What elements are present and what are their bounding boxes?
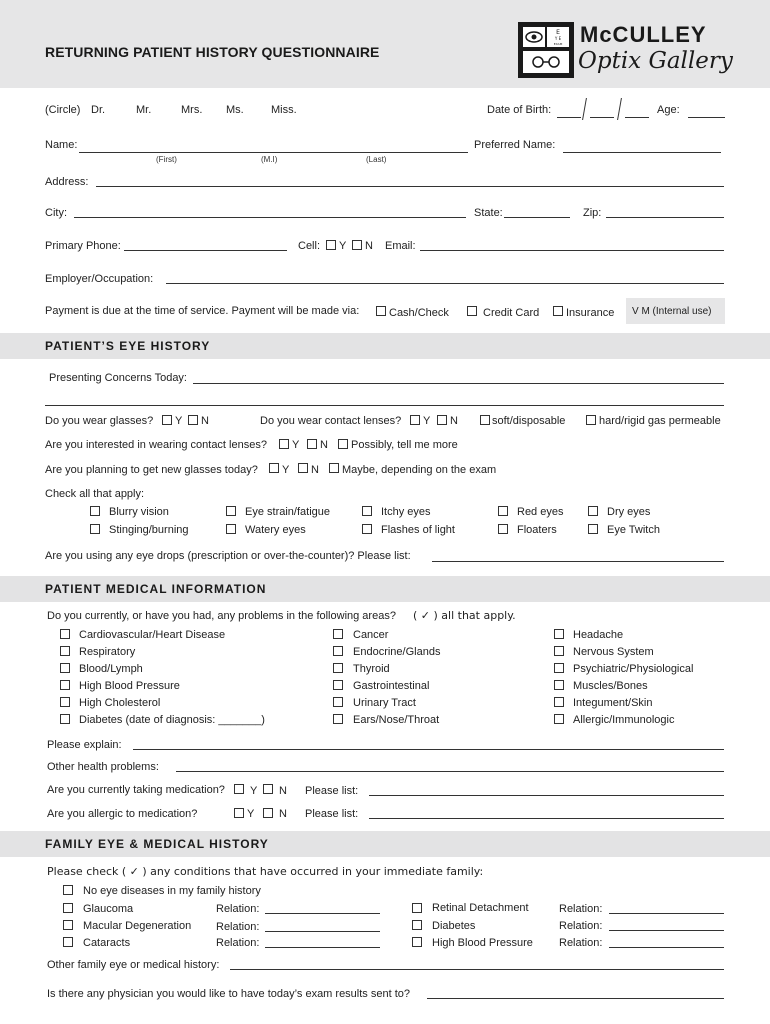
symptom-checkbox[interactable] — [362, 506, 372, 516]
symptom-label: Eye Twitch — [607, 524, 660, 536]
drops-question: Are you using any eye drops (prescription or over-the-counter)? Please list: — [45, 550, 411, 562]
pay-cash-label: Cash/Check — [389, 307, 449, 319]
areas-question: Do you currently, or have you had, any problems in the following areas? — [47, 610, 396, 622]
condition-checkbox[interactable] — [554, 697, 564, 707]
condition-checkbox[interactable] — [60, 663, 70, 673]
glasses-no-label: N — [201, 415, 209, 427]
concerns-field-2[interactable] — [45, 405, 724, 406]
pay-credit-label: Credit Card — [483, 307, 540, 319]
relation-field[interactable] — [265, 913, 380, 914]
cell-no-checkbox[interactable] — [352, 240, 362, 250]
condition-checkbox[interactable] — [554, 646, 564, 656]
explain-field[interactable] — [133, 749, 724, 750]
pay-insurance-checkbox[interactable] — [553, 306, 563, 316]
allergic-no-checkbox[interactable] — [263, 808, 273, 818]
family-condition-label: Glaucoma — [83, 903, 134, 915]
other-health-field[interactable] — [176, 771, 724, 772]
relation-label: Relation: — [216, 903, 260, 915]
meds-yes-label: Y — [250, 785, 258, 797]
zip-label: Zip: — [583, 207, 602, 219]
symptom-label: Dry eyes — [607, 506, 651, 518]
symptom-checkbox[interactable] — [498, 506, 508, 516]
state-label: State: — [474, 207, 503, 219]
condition-label: Allergic/Immunologic — [573, 714, 675, 726]
symptom-checkbox[interactable] — [498, 524, 508, 534]
hard-label: hard/rigid gas permeable — [599, 415, 721, 427]
symptom-label: Floaters — [517, 524, 557, 536]
condition-label: High Cholesterol — [79, 697, 161, 709]
symptom-checkbox[interactable] — [362, 524, 372, 534]
symptom-checkbox[interactable] — [90, 506, 100, 516]
relation-field[interactable] — [609, 947, 724, 948]
relation-label: Relation: — [216, 937, 260, 949]
relation-field[interactable] — [609, 930, 724, 931]
condition-label: Respiratory — [79, 646, 136, 658]
symptom-checkbox[interactable] — [226, 506, 236, 516]
family-condition-checkbox[interactable] — [63, 937, 73, 947]
brand-subtitle: Optix Gallery — [578, 48, 733, 74]
condition-label: Ears/Nose/Throat — [353, 714, 440, 726]
symptom-label: Stinging/burning — [109, 524, 189, 536]
condition-checkbox[interactable] — [554, 714, 564, 724]
interested-yes-label: Y — [292, 439, 300, 451]
svg-text:E: E — [556, 29, 560, 36]
form-title: RETURNING PATIENT HISTORY QUESTIONNAIRE — [45, 44, 380, 60]
planning-question: Are you planning to get new glasses today? — [45, 464, 258, 476]
condition-label: Nervous System — [573, 646, 654, 658]
symptom-label: Itchy eyes — [381, 506, 431, 518]
cell-yes-checkbox[interactable] — [326, 240, 336, 250]
relation-field[interactable] — [265, 931, 380, 932]
hard-checkbox[interactable] — [586, 415, 596, 425]
pay-credit-checkbox[interactable] — [467, 306, 477, 316]
condition-checkbox[interactable] — [333, 680, 343, 690]
other-health-label: Other health problems: — [47, 761, 159, 773]
email-label: Email: — [385, 240, 416, 252]
condition-label: Endocrine/Glands — [353, 646, 441, 658]
relation-field[interactable] — [609, 913, 724, 914]
dob-separator — [617, 98, 622, 120]
contacts-no-checkbox[interactable] — [437, 415, 447, 425]
planning-no-label: N — [311, 464, 319, 476]
name-field[interactable] — [79, 152, 468, 153]
family-condition-checkbox[interactable] — [412, 903, 422, 913]
meds-no-label: N — [279, 785, 287, 797]
contacts-yes-checkbox[interactable] — [410, 415, 420, 425]
primary-phone-field[interactable] — [124, 250, 287, 251]
dob-day-field[interactable] — [590, 117, 614, 118]
email-field[interactable] — [420, 250, 724, 251]
concerns-label: Presenting Concerns Today: — [49, 372, 187, 384]
interested-no-checkbox[interactable] — [307, 439, 317, 449]
family-condition-label: Retinal Detachment — [432, 902, 529, 914]
condition-checkbox[interactable] — [333, 697, 343, 707]
symptom-checkbox[interactable] — [90, 524, 100, 534]
preferred-name-label: Preferred Name: — [474, 139, 556, 151]
city-label: City: — [45, 207, 67, 219]
relation-label: Relation: — [559, 937, 603, 949]
title-mrs[interactable]: Mrs. — [181, 104, 203, 116]
areas-question-note: ( ✓ ) all that apply. — [413, 609, 516, 622]
condition-checkbox[interactable] — [60, 680, 70, 690]
age-field[interactable] — [688, 117, 725, 118]
condition-checkbox[interactable] — [333, 646, 343, 656]
address-field[interactable] — [96, 186, 724, 187]
glasses-yes-label: Y — [175, 415, 183, 427]
dob-label: Date of Birth: — [487, 104, 552, 116]
condition-label: Cancer — [353, 629, 389, 641]
concerns-field[interactable] — [193, 383, 724, 384]
allergic-question: Are you allergic to medication? — [47, 808, 198, 820]
condition-checkbox[interactable] — [60, 697, 70, 707]
other-family-field[interactable] — [230, 969, 724, 970]
name-label: Name: — [45, 139, 78, 151]
glasses-question: Do you wear glasses? — [45, 415, 154, 427]
symptom-label: Watery eyes — [245, 524, 306, 536]
title-miss[interactable]: Miss. — [271, 104, 297, 116]
primary-phone-label: Primary Phone: — [45, 240, 121, 252]
condition-label: Gastrointestinal — [353, 680, 430, 692]
cell-label: Cell: — [298, 240, 321, 252]
planning-yes-label: Y — [282, 464, 290, 476]
interested-no-label: N — [320, 439, 328, 451]
explain-label: Please explain: — [47, 739, 122, 751]
drops-field[interactable] — [432, 561, 724, 562]
family-condition-label: Cataracts — [83, 937, 131, 949]
eye-chart-logo-icon — [518, 22, 574, 78]
circle-label: (Circle) — [45, 104, 81, 116]
dob-separator — [582, 98, 587, 120]
family-title: FAMILY EYE & MEDICAL HISTORY — [45, 837, 269, 851]
name-first-hint: (First) — [156, 155, 177, 164]
condition-label: Urinary Tract — [353, 697, 416, 709]
employer-field[interactable] — [166, 283, 724, 284]
condition-label: Blood/Lymph — [79, 663, 143, 675]
relation-field[interactable] — [265, 947, 380, 948]
condition-checkbox[interactable] — [60, 629, 70, 639]
relation-label: Relation: — [216, 921, 260, 933]
family-none-checkbox[interactable] — [63, 885, 73, 895]
condition-checkbox[interactable] — [333, 629, 343, 639]
relation-label: Relation: — [559, 903, 603, 915]
soft-checkbox[interactable] — [480, 415, 490, 425]
interested-yes-checkbox[interactable] — [279, 439, 289, 449]
dob-year-field[interactable] — [625, 117, 649, 118]
planning-yes-checkbox[interactable] — [269, 463, 279, 473]
family-condition-checkbox[interactable] — [412, 920, 422, 930]
meds-question: Are you currently taking medication? — [47, 784, 225, 796]
contacts-yes-label: Y — [423, 415, 431, 427]
symptom-checkbox[interactable] — [226, 524, 236, 534]
physician-question: Is there any physician you would like to have today’s exam results sent to? — [47, 988, 410, 1000]
allergic-yes-label: Y — [247, 808, 255, 820]
condition-checkbox[interactable] — [554, 680, 564, 690]
cell-no-label: N — [365, 240, 373, 252]
condition-label: High Blood Pressure — [79, 680, 180, 692]
state-field[interactable] — [504, 217, 570, 218]
relation-label: Relation: — [559, 920, 603, 932]
dob-month-field[interactable] — [557, 117, 581, 118]
condition-label: Diabetes (date of diagnosis: _______) — [79, 714, 265, 726]
name-last-hint: (Last) — [366, 155, 387, 164]
family-condition-checkbox[interactable] — [63, 903, 73, 913]
condition-label: Psychiatric/Physiological — [573, 663, 694, 675]
condition-label: Muscles/Bones — [573, 680, 648, 692]
family-condition-checkbox[interactable] — [412, 937, 422, 947]
physician-field[interactable] — [427, 998, 724, 999]
condition-label: Cardiovascular/Heart Disease — [79, 629, 226, 641]
pay-cash-checkbox[interactable] — [376, 306, 386, 316]
symptom-checkbox[interactable] — [588, 524, 598, 534]
age-label: Age: — [657, 104, 680, 116]
title-dr[interactable]: Dr. — [91, 104, 106, 116]
name-mi-hint: (M.I) — [261, 155, 278, 164]
glasses-no-checkbox[interactable] — [188, 415, 198, 425]
condition-checkbox[interactable] — [554, 629, 564, 639]
employer-label: Employer/Occupation: — [45, 273, 154, 285]
family-none-label: No eye diseases in my family history — [83, 885, 261, 897]
brand-name: McCULLEY — [580, 22, 707, 47]
soft-label: soft/disposable — [492, 415, 566, 427]
condition-checkbox[interactable] — [333, 663, 343, 673]
maybe-checkbox[interactable] — [329, 463, 339, 473]
condition-label: Integument/Skin — [573, 697, 653, 709]
other-family-label: Other family eye or medical history: — [47, 959, 220, 971]
meds-list-label: Please list: — [305, 785, 359, 797]
payment-label: Payment is due at the time of service. Payment will be made via: — [45, 305, 360, 317]
zip-field[interactable] — [606, 217, 724, 218]
address-label: Address: — [45, 176, 89, 188]
condition-checkbox[interactable] — [60, 714, 70, 724]
family-condition-label: High Blood Pressure — [432, 937, 533, 949]
family-check-question: Please check ( ✓ ) any conditions that have occurred in your immediate family: — [47, 865, 484, 878]
allergic-no-label: N — [279, 808, 287, 820]
possibly-checkbox[interactable] — [338, 439, 348, 449]
medical-title: PATIENT MEDICAL INFORMATION — [45, 582, 267, 596]
svg-text:EXAM: EXAM — [553, 42, 563, 46]
symptom-label: Red eyes — [517, 506, 564, 518]
family-condition-label: Diabetes — [432, 920, 476, 932]
svg-text:Y E: Y E — [554, 36, 562, 41]
symptom-label: Eye strain/fatigue — [245, 506, 330, 518]
allergic-list-field[interactable] — [369, 818, 724, 819]
maybe-label: Maybe, depending on the exam — [342, 464, 497, 476]
symptom-label: Blurry vision — [109, 506, 169, 518]
meds-list-field[interactable] — [369, 795, 724, 796]
contacts-no-label: N — [450, 415, 458, 427]
symptom-label: Flashes of light — [381, 524, 455, 536]
title-mr[interactable]: Mr. — [136, 104, 152, 116]
contacts-question: Do you wear contact lenses? — [260, 415, 402, 427]
eye-history-title: PATIENT’S EYE HISTORY — [45, 339, 211, 353]
condition-checkbox[interactable] — [60, 646, 70, 656]
check-all-label: Check all that apply: — [45, 488, 145, 500]
cell-yes-label: Y — [339, 240, 347, 252]
planning-no-checkbox[interactable] — [298, 463, 308, 473]
meds-yes-checkbox[interactable] — [234, 784, 244, 794]
condition-label: Headache — [573, 629, 624, 641]
interested-question: Are you interested in wearing contact lenses? — [45, 439, 267, 451]
city-field[interactable] — [74, 217, 466, 218]
meds-no-checkbox[interactable] — [263, 784, 273, 794]
family-condition-label: Macular Degeneration — [83, 920, 192, 932]
condition-checkbox[interactable] — [333, 714, 343, 724]
family-condition-checkbox[interactable] — [63, 920, 73, 930]
condition-label: Thyroid — [353, 663, 390, 675]
possibly-label: Possibly, tell me more — [351, 439, 458, 451]
preferred-name-field[interactable] — [563, 152, 721, 153]
title-ms[interactable]: Ms. — [226, 104, 244, 116]
glasses-yes-checkbox[interactable] — [162, 415, 172, 425]
pay-insurance-label: Insurance — [566, 307, 615, 319]
symptom-checkbox[interactable] — [588, 506, 598, 516]
allergic-list-label: Please list: — [305, 808, 359, 820]
condition-checkbox[interactable] — [554, 663, 564, 673]
allergic-yes-checkbox[interactable] — [234, 808, 244, 818]
internal-use-box: V M (Internal use) — [626, 298, 725, 324]
